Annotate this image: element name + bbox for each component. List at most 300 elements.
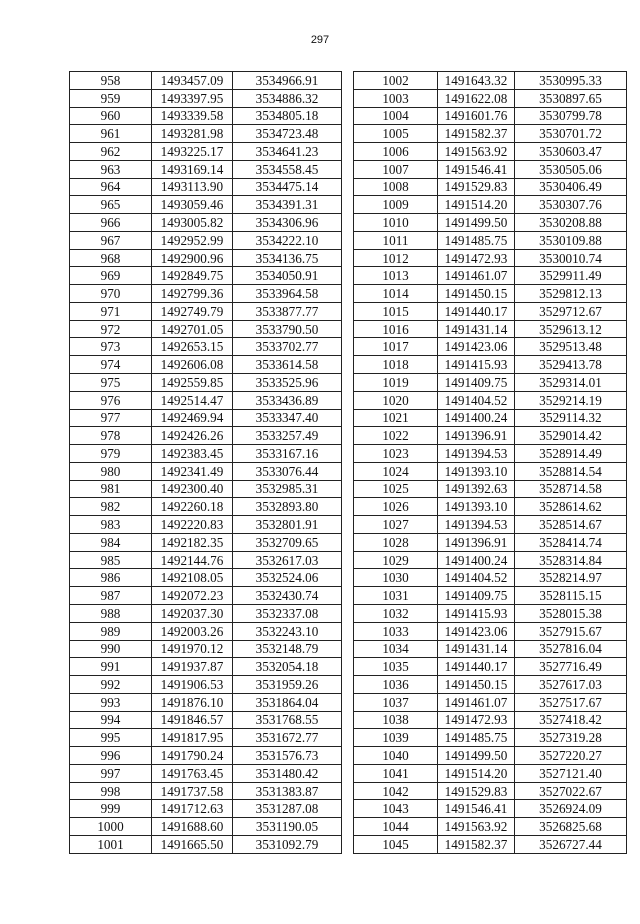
table-row <box>70 658 342 676</box>
point-number-cell: 1041 <box>354 764 438 782</box>
y-coordinate-cell: 3527220.27 <box>515 747 627 765</box>
y-coordinate-cell: 3533614.58 <box>233 356 342 374</box>
table-row <box>70 391 342 409</box>
y-coordinate-cell: 3526924.09 <box>515 800 627 818</box>
y-coordinate-cell: 3530799.78 <box>515 107 627 125</box>
point-number-cell: 1027 <box>354 516 438 534</box>
y-coordinate-cell: 3532801.91 <box>233 516 342 534</box>
y-coordinate-cell: 3530897.65 <box>515 89 627 107</box>
table-row <box>70 640 342 658</box>
y-coordinate-cell: 3532430.74 <box>233 587 342 605</box>
x-coordinate-cell: 1491546.41 <box>438 800 515 818</box>
table-row <box>70 516 342 534</box>
point-number-cell: 970 <box>70 285 152 303</box>
x-coordinate-cell: 1491529.83 <box>438 178 515 196</box>
x-coordinate-cell: 1493281.98 <box>152 125 233 143</box>
y-coordinate-cell: 3534805.18 <box>233 107 342 125</box>
y-coordinate-cell: 3531864.04 <box>233 693 342 711</box>
table-row <box>354 285 627 303</box>
table-row <box>354 72 627 90</box>
y-coordinate-cell: 3532054.18 <box>233 658 342 676</box>
y-coordinate-cell: 3530109.88 <box>515 231 627 249</box>
x-coordinate-cell: 1493225.17 <box>152 143 233 161</box>
y-coordinate-cell: 3530208.88 <box>515 214 627 232</box>
point-number-cell: 1004 <box>354 107 438 125</box>
y-coordinate-cell: 3534886.32 <box>233 89 342 107</box>
y-coordinate-cell: 3529812.13 <box>515 285 627 303</box>
table-row <box>354 320 627 338</box>
y-coordinate-cell: 3528314.84 <box>515 551 627 569</box>
y-coordinate-cell: 3529114.32 <box>515 409 627 427</box>
point-number-cell: 1035 <box>354 658 438 676</box>
y-coordinate-cell: 3528814.54 <box>515 462 627 480</box>
table-row <box>70 445 342 463</box>
table-row <box>354 89 627 107</box>
y-coordinate-cell: 3530701.72 <box>515 125 627 143</box>
x-coordinate-cell: 1491394.53 <box>438 516 515 534</box>
table-row <box>70 533 342 551</box>
x-coordinate-cell: 1491763.45 <box>152 764 233 782</box>
table-row <box>354 640 627 658</box>
point-number-cell: 987 <box>70 587 152 605</box>
point-number-cell: 982 <box>70 498 152 516</box>
point-number-cell: 1026 <box>354 498 438 516</box>
table-row <box>354 498 627 516</box>
table-row <box>70 462 342 480</box>
y-coordinate-cell: 3533702.77 <box>233 338 342 356</box>
table-row <box>354 604 627 622</box>
point-number-cell: 1040 <box>354 747 438 765</box>
y-coordinate-cell: 3534641.23 <box>233 143 342 161</box>
x-coordinate-cell: 1491431.14 <box>438 320 515 338</box>
point-number-cell: 999 <box>70 800 152 818</box>
table-row <box>354 533 627 551</box>
table-row <box>70 178 342 196</box>
y-coordinate-cell: 3531576.73 <box>233 747 342 765</box>
point-number-cell: 979 <box>70 445 152 463</box>
y-coordinate-cell: 3532337.08 <box>233 604 342 622</box>
table-row <box>70 285 342 303</box>
x-coordinate-cell: 1493339.58 <box>152 107 233 125</box>
table-row <box>70 498 342 516</box>
x-coordinate-cell: 1491529.83 <box>438 782 515 800</box>
x-coordinate-cell: 1491622.08 <box>438 89 515 107</box>
table-row <box>354 764 627 782</box>
x-coordinate-cell: 1491431.14 <box>438 640 515 658</box>
table-row <box>70 782 342 800</box>
y-coordinate-cell: 3530010.74 <box>515 249 627 267</box>
y-coordinate-cell: 3529513.48 <box>515 338 627 356</box>
y-coordinate-cell: 3532524.06 <box>233 569 342 587</box>
y-coordinate-cell: 3533347.40 <box>233 409 342 427</box>
table-row <box>70 409 342 427</box>
x-coordinate-cell: 1491450.15 <box>438 285 515 303</box>
y-coordinate-cell: 3533964.58 <box>233 285 342 303</box>
y-coordinate-cell: 3527816.04 <box>515 640 627 658</box>
x-coordinate-cell: 1491393.10 <box>438 462 515 480</box>
table-row <box>354 676 627 694</box>
table-row <box>70 338 342 356</box>
table-row <box>354 391 627 409</box>
y-coordinate-cell: 3529014.42 <box>515 427 627 445</box>
point-number-cell: 1009 <box>354 196 438 214</box>
table-row <box>354 160 627 178</box>
x-coordinate-cell: 1491582.37 <box>438 125 515 143</box>
point-number-cell: 996 <box>70 747 152 765</box>
y-coordinate-cell: 3527517.67 <box>515 693 627 711</box>
y-coordinate-cell: 3534050.91 <box>233 267 342 285</box>
table-row <box>70 427 342 445</box>
point-number-cell: 959 <box>70 89 152 107</box>
table-row <box>354 107 627 125</box>
x-coordinate-cell: 1491712.63 <box>152 800 233 818</box>
coordinate-table-left <box>69 71 342 854</box>
table-row <box>354 693 627 711</box>
y-coordinate-cell: 3531287.08 <box>233 800 342 818</box>
x-coordinate-cell: 1491846.57 <box>152 711 233 729</box>
point-number-cell: 1010 <box>354 214 438 232</box>
point-number-cell: 1025 <box>354 480 438 498</box>
x-coordinate-cell: 1491906.53 <box>152 676 233 694</box>
point-number-cell: 974 <box>70 356 152 374</box>
y-coordinate-cell: 3527319.28 <box>515 729 627 747</box>
point-number-cell: 961 <box>70 125 152 143</box>
table-row <box>354 214 627 232</box>
y-coordinate-cell: 3530603.47 <box>515 143 627 161</box>
table-row <box>70 374 342 392</box>
point-number-cell: 968 <box>70 249 152 267</box>
point-number-cell: 1002 <box>354 72 438 90</box>
point-number-cell: 1022 <box>354 427 438 445</box>
y-coordinate-cell: 3534391.31 <box>233 196 342 214</box>
table-row <box>70 143 342 161</box>
x-coordinate-cell: 1491415.93 <box>438 356 515 374</box>
point-number-cell: 983 <box>70 516 152 534</box>
y-coordinate-cell: 3528015.38 <box>515 604 627 622</box>
y-coordinate-cell: 3534723.48 <box>233 125 342 143</box>
point-number-cell: 1043 <box>354 800 438 818</box>
point-number-cell: 978 <box>70 427 152 445</box>
point-number-cell: 1014 <box>354 285 438 303</box>
table-row <box>70 800 342 818</box>
table-row <box>354 569 627 587</box>
point-number-cell: 981 <box>70 480 152 498</box>
table-row <box>354 445 627 463</box>
x-coordinate-cell: 1491396.91 <box>438 533 515 551</box>
point-number-cell: 1021 <box>354 409 438 427</box>
x-coordinate-cell: 1492952.99 <box>152 231 233 249</box>
point-number-cell: 986 <box>70 569 152 587</box>
point-number-cell: 995 <box>70 729 152 747</box>
point-number-cell: 1017 <box>354 338 438 356</box>
point-number-cell: 967 <box>70 231 152 249</box>
x-coordinate-cell: 1491472.93 <box>438 249 515 267</box>
table-row <box>354 196 627 214</box>
x-coordinate-cell: 1491790.24 <box>152 747 233 765</box>
point-number-cell: 1036 <box>354 676 438 694</box>
point-number-cell: 975 <box>70 374 152 392</box>
point-number-cell: 994 <box>70 711 152 729</box>
y-coordinate-cell: 3529314.01 <box>515 374 627 392</box>
table-row <box>70 107 342 125</box>
x-coordinate-cell: 1491485.75 <box>438 231 515 249</box>
point-number-cell: 969 <box>70 267 152 285</box>
y-coordinate-cell: 3534966.91 <box>233 72 342 90</box>
x-coordinate-cell: 1492144.76 <box>152 551 233 569</box>
y-coordinate-cell: 3531383.87 <box>233 782 342 800</box>
point-number-cell: 1033 <box>354 622 438 640</box>
y-coordinate-cell: 3531092.79 <box>233 835 342 853</box>
y-coordinate-cell: 3526825.68 <box>515 818 627 836</box>
x-coordinate-cell: 1492426.26 <box>152 427 233 445</box>
table-row <box>70 72 342 90</box>
point-number-cell: 1029 <box>354 551 438 569</box>
y-coordinate-cell: 3534558.45 <box>233 160 342 178</box>
table-row <box>70 214 342 232</box>
point-number-cell: 977 <box>70 409 152 427</box>
table-row <box>70 622 342 640</box>
x-coordinate-cell: 1491582.37 <box>438 835 515 853</box>
point-number-cell: 960 <box>70 107 152 125</box>
point-number-cell: 958 <box>70 72 152 90</box>
table-row <box>354 356 627 374</box>
y-coordinate-cell: 3530307.76 <box>515 196 627 214</box>
x-coordinate-cell: 1492559.85 <box>152 374 233 392</box>
y-coordinate-cell: 3532985.31 <box>233 480 342 498</box>
x-coordinate-cell: 1491394.53 <box>438 445 515 463</box>
point-number-cell: 1003 <box>354 89 438 107</box>
x-coordinate-cell: 1493005.82 <box>152 214 233 232</box>
x-coordinate-cell: 1491514.20 <box>438 764 515 782</box>
x-coordinate-cell: 1491937.87 <box>152 658 233 676</box>
point-number-cell: 1018 <box>354 356 438 374</box>
table-row <box>70 551 342 569</box>
point-number-cell: 1019 <box>354 374 438 392</box>
y-coordinate-cell: 3534136.75 <box>233 249 342 267</box>
y-coordinate-cell: 3528614.62 <box>515 498 627 516</box>
table-row <box>70 89 342 107</box>
y-coordinate-cell: 3533076.44 <box>233 462 342 480</box>
point-number-cell: 985 <box>70 551 152 569</box>
x-coordinate-cell: 1491404.52 <box>438 391 515 409</box>
point-number-cell: 1024 <box>354 462 438 480</box>
y-coordinate-cell: 3527716.49 <box>515 658 627 676</box>
x-coordinate-cell: 1492182.35 <box>152 533 233 551</box>
table-row <box>70 249 342 267</box>
x-coordinate-cell: 1491415.93 <box>438 604 515 622</box>
table-row <box>70 729 342 747</box>
y-coordinate-cell: 3533436.89 <box>233 391 342 409</box>
x-coordinate-cell: 1491409.75 <box>438 374 515 392</box>
y-coordinate-cell: 3533525.96 <box>233 374 342 392</box>
point-number-cell: 1038 <box>354 711 438 729</box>
table-row <box>70 604 342 622</box>
point-number-cell: 1005 <box>354 125 438 143</box>
table-row <box>354 747 627 765</box>
y-coordinate-cell: 3531480.42 <box>233 764 342 782</box>
point-number-cell: 1020 <box>354 391 438 409</box>
x-coordinate-cell: 1492220.83 <box>152 516 233 534</box>
x-coordinate-cell: 1493113.90 <box>152 178 233 196</box>
x-coordinate-cell: 1493169.14 <box>152 160 233 178</box>
x-coordinate-cell: 1491737.58 <box>152 782 233 800</box>
x-coordinate-cell: 1492469.94 <box>152 409 233 427</box>
point-number-cell: 1031 <box>354 587 438 605</box>
table-row <box>354 835 627 853</box>
y-coordinate-cell: 3526727.44 <box>515 835 627 853</box>
y-coordinate-cell: 3533877.77 <box>233 302 342 320</box>
table-row <box>70 764 342 782</box>
table-row <box>70 231 342 249</box>
table-row <box>354 231 627 249</box>
y-coordinate-cell: 3527915.67 <box>515 622 627 640</box>
table-row <box>70 320 342 338</box>
point-number-cell: 993 <box>70 693 152 711</box>
table-row <box>354 178 627 196</box>
x-coordinate-cell: 1491601.76 <box>438 107 515 125</box>
x-coordinate-cell: 1491409.75 <box>438 587 515 605</box>
x-coordinate-cell: 1492900.96 <box>152 249 233 267</box>
table-row <box>70 196 342 214</box>
coordinate-table-right <box>353 71 627 854</box>
point-number-cell: 964 <box>70 178 152 196</box>
point-number-cell: 1044 <box>354 818 438 836</box>
x-coordinate-cell: 1492514.47 <box>152 391 233 409</box>
y-coordinate-cell: 3528115.15 <box>515 587 627 605</box>
point-number-cell: 980 <box>70 462 152 480</box>
point-number-cell: 1030 <box>354 569 438 587</box>
point-number-cell: 971 <box>70 302 152 320</box>
x-coordinate-cell: 1491688.60 <box>152 818 233 836</box>
y-coordinate-cell: 3531768.55 <box>233 711 342 729</box>
table-row <box>70 818 342 836</box>
table-row <box>354 462 627 480</box>
y-coordinate-cell: 3529214.19 <box>515 391 627 409</box>
table-row <box>354 622 627 640</box>
table-row <box>70 835 342 853</box>
x-coordinate-cell: 1492701.05 <box>152 320 233 338</box>
x-coordinate-cell: 1491563.92 <box>438 818 515 836</box>
point-number-cell: 984 <box>70 533 152 551</box>
x-coordinate-cell: 1491546.41 <box>438 160 515 178</box>
y-coordinate-cell: 3532148.79 <box>233 640 342 658</box>
x-coordinate-cell: 1491440.17 <box>438 302 515 320</box>
point-number-cell: 990 <box>70 640 152 658</box>
y-coordinate-cell: 3528414.74 <box>515 533 627 551</box>
table-row <box>70 569 342 587</box>
x-coordinate-cell: 1492653.15 <box>152 338 233 356</box>
x-coordinate-cell: 1491461.07 <box>438 267 515 285</box>
table-row <box>354 267 627 285</box>
x-coordinate-cell: 1491499.50 <box>438 214 515 232</box>
point-number-cell: 963 <box>70 160 152 178</box>
x-coordinate-cell: 1491404.52 <box>438 569 515 587</box>
point-number-cell: 991 <box>70 658 152 676</box>
y-coordinate-cell: 3532617.03 <box>233 551 342 569</box>
table-row <box>354 480 627 498</box>
point-number-cell: 1012 <box>354 249 438 267</box>
x-coordinate-cell: 1492799.36 <box>152 285 233 303</box>
table-row <box>70 267 342 285</box>
x-coordinate-cell: 1491392.63 <box>438 480 515 498</box>
x-coordinate-cell: 1491643.32 <box>438 72 515 90</box>
point-number-cell: 1008 <box>354 178 438 196</box>
table-row <box>354 374 627 392</box>
y-coordinate-cell: 3532893.80 <box>233 498 342 516</box>
y-coordinate-cell: 3530995.33 <box>515 72 627 90</box>
x-coordinate-cell: 1492108.05 <box>152 569 233 587</box>
point-number-cell: 1028 <box>354 533 438 551</box>
x-coordinate-cell: 1492037.30 <box>152 604 233 622</box>
point-number-cell: 988 <box>70 604 152 622</box>
table-row <box>354 143 627 161</box>
y-coordinate-cell: 3528714.58 <box>515 480 627 498</box>
table-row <box>70 356 342 374</box>
point-number-cell: 998 <box>70 782 152 800</box>
table-row <box>70 711 342 729</box>
x-coordinate-cell: 1491423.06 <box>438 338 515 356</box>
x-coordinate-cell: 1491393.10 <box>438 498 515 516</box>
point-number-cell: 1034 <box>354 640 438 658</box>
table-row <box>70 160 342 178</box>
table-row <box>354 302 627 320</box>
y-coordinate-cell: 3531959.26 <box>233 676 342 694</box>
point-number-cell: 1015 <box>354 302 438 320</box>
point-number-cell: 1039 <box>354 729 438 747</box>
x-coordinate-cell: 1491499.50 <box>438 747 515 765</box>
table-row <box>354 711 627 729</box>
table-row <box>70 676 342 694</box>
point-number-cell: 976 <box>70 391 152 409</box>
x-coordinate-cell: 1492606.08 <box>152 356 233 374</box>
x-coordinate-cell: 1492341.49 <box>152 462 233 480</box>
y-coordinate-cell: 3527121.40 <box>515 764 627 782</box>
x-coordinate-cell: 1491970.12 <box>152 640 233 658</box>
table-row <box>70 747 342 765</box>
x-coordinate-cell: 1493397.95 <box>152 89 233 107</box>
point-number-cell: 997 <box>70 764 152 782</box>
point-number-cell: 992 <box>70 676 152 694</box>
x-coordinate-cell: 1491450.15 <box>438 676 515 694</box>
page-number: 297 <box>310 34 330 46</box>
x-coordinate-cell: 1492749.79 <box>152 302 233 320</box>
table-row <box>70 125 342 143</box>
point-number-cell: 989 <box>70 622 152 640</box>
point-number-cell: 1023 <box>354 445 438 463</box>
y-coordinate-cell: 3527022.67 <box>515 782 627 800</box>
x-coordinate-cell: 1492260.18 <box>152 498 233 516</box>
x-coordinate-cell: 1491400.24 <box>438 551 515 569</box>
point-number-cell: 966 <box>70 214 152 232</box>
table-row <box>354 125 627 143</box>
table-row <box>354 782 627 800</box>
point-number-cell: 1006 <box>354 143 438 161</box>
point-number-cell: 1016 <box>354 320 438 338</box>
y-coordinate-cell: 3533257.49 <box>233 427 342 445</box>
x-coordinate-cell: 1491472.93 <box>438 711 515 729</box>
x-coordinate-cell: 1492300.40 <box>152 480 233 498</box>
table-row <box>70 480 342 498</box>
x-coordinate-cell: 1493059.46 <box>152 196 233 214</box>
point-number-cell: 973 <box>70 338 152 356</box>
y-coordinate-cell: 3527617.03 <box>515 676 627 694</box>
y-coordinate-cell: 3527418.42 <box>515 711 627 729</box>
x-coordinate-cell: 1492383.45 <box>152 445 233 463</box>
y-coordinate-cell: 3529911.49 <box>515 267 627 285</box>
x-coordinate-cell: 1491423.06 <box>438 622 515 640</box>
x-coordinate-cell: 1491563.92 <box>438 143 515 161</box>
y-coordinate-cell: 3532709.65 <box>233 533 342 551</box>
